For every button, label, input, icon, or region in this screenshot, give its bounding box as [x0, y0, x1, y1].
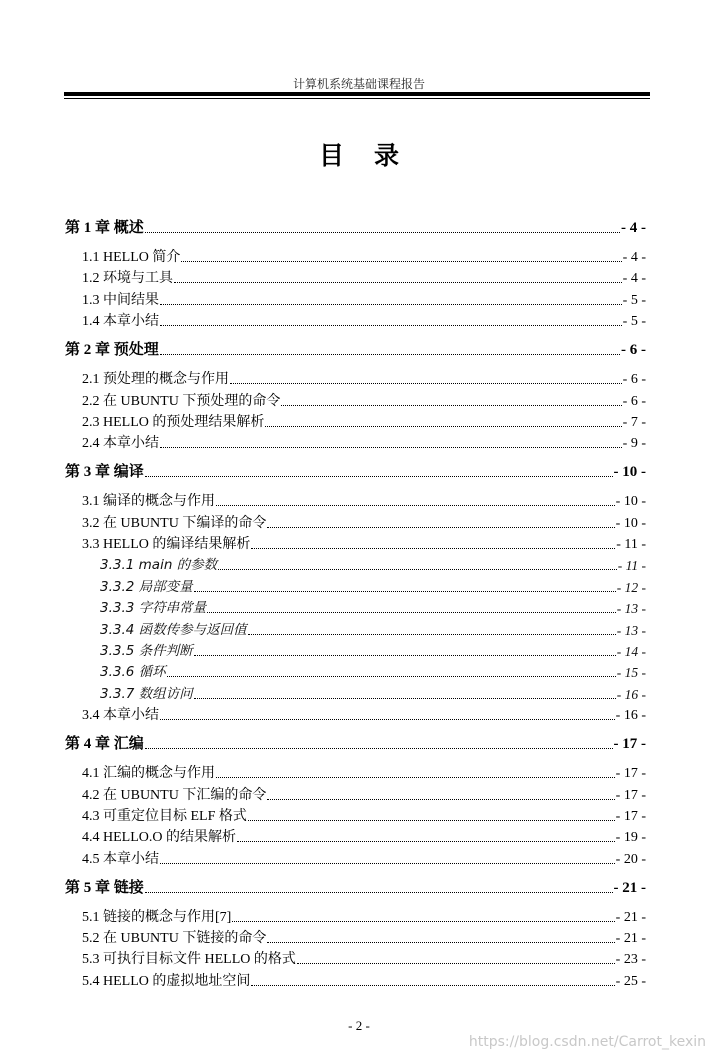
toc-entry-label: 第 5 章 链接 [65, 879, 144, 896]
toc-entry-label: 4.3 可重定位目标 ELF 格式 [82, 808, 247, 824]
toc-entry-label: 5.4 HELLO 的虚拟地址空间 [82, 973, 251, 989]
toc-entry[interactable] [65, 782, 646, 803]
toc-entry-label: 4.5 本章小结 [82, 851, 159, 867]
toc-entry-label: 2.1 预处理的概念与作用 [82, 372, 229, 388]
toc-entry-label: 4.2 在 UBUNTU 下汇编的命令 [82, 787, 267, 803]
toc-entry-label: 2.3 HELLO 的预处理结果解析 [82, 414, 265, 430]
toc-chapter-entry[interactable] [65, 732, 646, 753]
toc-entry-label: 3.3.5 条件判断 [100, 642, 193, 659]
toc-entry[interactable] [65, 660, 646, 681]
toc-entry[interactable] [65, 947, 646, 968]
table-of-contents [65, 208, 646, 990]
toc-entry-label: 1.2 环境与工具 [82, 271, 173, 287]
toc-entry[interactable] [65, 410, 646, 431]
toc-entry-page: - 4 - [622, 249, 646, 265]
dot-leader [216, 505, 615, 506]
toc-entry[interactable] [65, 388, 646, 409]
dot-leader [232, 921, 614, 922]
toc-entry-page: - 14 - [616, 643, 646, 659]
page-number: - 2 - [348, 1018, 370, 1033]
dot-leader [167, 676, 616, 677]
watermark: https://blog.csdn.net/Carrot_kexin [468, 1034, 706, 1050]
toc-entry-label: 第 3 章 编译 [65, 464, 144, 481]
toc-entry-page: - 13 - [616, 601, 646, 617]
toc-entry-label: 5.2 在 UBUNTU 下链接的命令 [82, 931, 267, 947]
toc-entry[interactable] [65, 266, 646, 287]
dot-leader [267, 799, 614, 800]
toc-entry-page: - 15 - [616, 665, 646, 681]
dot-leader [194, 655, 616, 656]
dot-leader [160, 304, 622, 305]
toc-entry-label: 3.4 本章小结 [82, 708, 159, 724]
toc-entry[interactable] [65, 367, 646, 388]
toc-entry-label: 3.2 在 UBUNTU 下编译的命令 [82, 515, 267, 531]
dot-leader [248, 634, 616, 635]
toc-entry-page: - 10 - [613, 464, 646, 481]
toc-entry-page: - 17 - [613, 736, 646, 753]
toc-entry[interactable] [65, 287, 646, 308]
toc-entry-page: - 20 - [615, 851, 646, 867]
dot-leader [281, 405, 621, 406]
toc-entry-page: - 5 - [622, 314, 646, 330]
toc-entry-page: - 10 - [615, 494, 646, 510]
dot-leader [218, 569, 617, 570]
toc-entry-label: 3.3.6 循环 [100, 664, 166, 681]
toc-entry-label: 5.1 链接的概念与作用[7] [82, 909, 232, 925]
toc-entry-page: - 5 - [622, 292, 646, 308]
toc-chapter-entry[interactable] [65, 460, 646, 481]
dot-leader [145, 476, 613, 477]
toc-entry-label: 5.3 可执行目标文件 HELLO 的格式 [82, 952, 296, 968]
toc-entry-page: - 13 - [616, 622, 646, 638]
dot-leader [181, 261, 621, 262]
toc-entry-label: 1.3 中间结果 [82, 292, 159, 308]
toc-entry-label: 3.3.2 局部变量 [100, 578, 193, 595]
dot-leader [160, 719, 615, 720]
dot-leader [237, 841, 615, 842]
toc-entry[interactable] [65, 489, 646, 510]
dot-leader [230, 383, 622, 384]
header-rule-thick [64, 92, 650, 96]
toc-entry-label: 1.4 本章小结 [82, 314, 159, 330]
toc-entry-label: 4.4 HELLO.O 的结果解析 [82, 830, 236, 846]
header-rule-thin [64, 98, 650, 99]
toc-entry[interactable] [65, 968, 646, 989]
toc-entry-label: 3.3 HELLO 的编译结果解析 [82, 537, 251, 553]
toc-entry-label: 1.1 HELLO 简介 [82, 249, 181, 265]
toc-entry[interactable] [65, 553, 646, 574]
toc-entry[interactable] [65, 596, 646, 617]
dot-leader [194, 591, 616, 592]
dot-leader [265, 426, 621, 427]
toc-entry-label: 3.3.4 函数传参与返回值 [100, 621, 247, 638]
toc-entry[interactable] [65, 846, 646, 867]
toc-entry-label: 3.3.1 main 的参数 [100, 557, 218, 574]
toc-entry[interactable] [65, 703, 646, 724]
toc-entry-label: 第 1 章 概述 [65, 219, 144, 236]
toc-entry-label: 2.4 本章小结 [82, 436, 159, 452]
toc-entry[interactable] [65, 681, 646, 702]
toc-entry-label: 3.1 编译的概念与作用 [82, 494, 215, 510]
toc-entry-page: - 6 - [622, 372, 646, 388]
toc-entry[interactable] [65, 761, 646, 782]
toc-entry-page: - 23 - [615, 952, 646, 968]
toc-entry-page: - 9 - [622, 436, 646, 452]
dot-leader [216, 777, 615, 778]
toc-entry[interactable] [65, 532, 646, 553]
dot-leader [248, 820, 615, 821]
toc-entry-label: 3.3.3 字符串常量 [100, 600, 207, 617]
dot-leader [207, 612, 616, 613]
toc-entry[interactable] [65, 574, 646, 595]
toc-entry-page: - 17 - [615, 808, 646, 824]
toc-chapter-entry[interactable] [65, 338, 646, 359]
toc-entry[interactable] [65, 904, 646, 925]
toc-entry-page: - 25 - [615, 973, 646, 989]
toc-chapter-entry[interactable] [65, 875, 646, 896]
toc-entry-page: - 10 - [615, 515, 646, 531]
toc-entry-page: - 11 - [616, 537, 646, 553]
toc-entry[interactable] [65, 245, 646, 266]
toc-entry-page: - 4 - [622, 271, 646, 287]
toc-entry-label: 3.3.7 数组访问 [100, 685, 193, 702]
toc-entry-page: - 16 - [615, 708, 646, 724]
dot-leader [145, 892, 613, 893]
toc-entry-page: - 12 - [616, 579, 646, 595]
toc-entry[interactable] [65, 309, 646, 330]
dot-leader [267, 527, 614, 528]
dot-leader [160, 863, 615, 864]
toc-entry-label: 第 2 章 预处理 [65, 342, 159, 359]
dot-leader [174, 282, 622, 283]
toc-entry[interactable] [65, 639, 646, 660]
toc-entry[interactable] [65, 926, 646, 947]
toc-entry-label: 2.2 在 UBUNTU 下预处理的命令 [82, 393, 281, 409]
dot-leader [297, 963, 615, 964]
toc-entry-page: - 16 - [616, 686, 646, 702]
dot-leader [160, 325, 622, 326]
toc-entry-page: - 21 - [615, 909, 646, 925]
toc-entry-page: - 19 - [615, 830, 646, 846]
toc-entry[interactable] [65, 617, 646, 638]
dot-leader [160, 447, 622, 448]
toc-entry-page: - 7 - [622, 414, 646, 430]
toc-entry-page: - 4 - [621, 219, 646, 236]
dot-leader [160, 354, 620, 355]
dot-leader [194, 698, 616, 699]
toc-entry-label: 4.1 汇编的概念与作用 [82, 766, 215, 782]
toc-entry-page: - 17 - [615, 787, 646, 803]
page-title: 目录 [318, 141, 429, 170]
toc-entry[interactable] [65, 825, 646, 846]
toc-entry-page: - 21 - [615, 931, 646, 947]
dot-leader [145, 232, 620, 233]
toc-entry-page: - 6 - [622, 393, 646, 409]
dot-leader [267, 942, 614, 943]
toc-entry-label: 第 4 章 汇编 [65, 736, 144, 753]
running-header: 计算机系统基础课程报告 [292, 77, 425, 91]
dot-leader [145, 748, 613, 749]
dot-leader [251, 548, 615, 549]
toc-entry[interactable] [65, 510, 646, 531]
toc-entry-page: - 21 - [613, 879, 646, 896]
toc-entry-page: - 17 - [615, 766, 646, 782]
toc-entry-page: - 11 - [617, 558, 646, 574]
toc-entry[interactable] [65, 431, 646, 452]
toc-entry[interactable] [65, 804, 646, 825]
toc-chapter-entry[interactable] [65, 216, 646, 237]
dot-leader [251, 985, 614, 986]
toc-entry-page: - 6 - [621, 342, 646, 359]
